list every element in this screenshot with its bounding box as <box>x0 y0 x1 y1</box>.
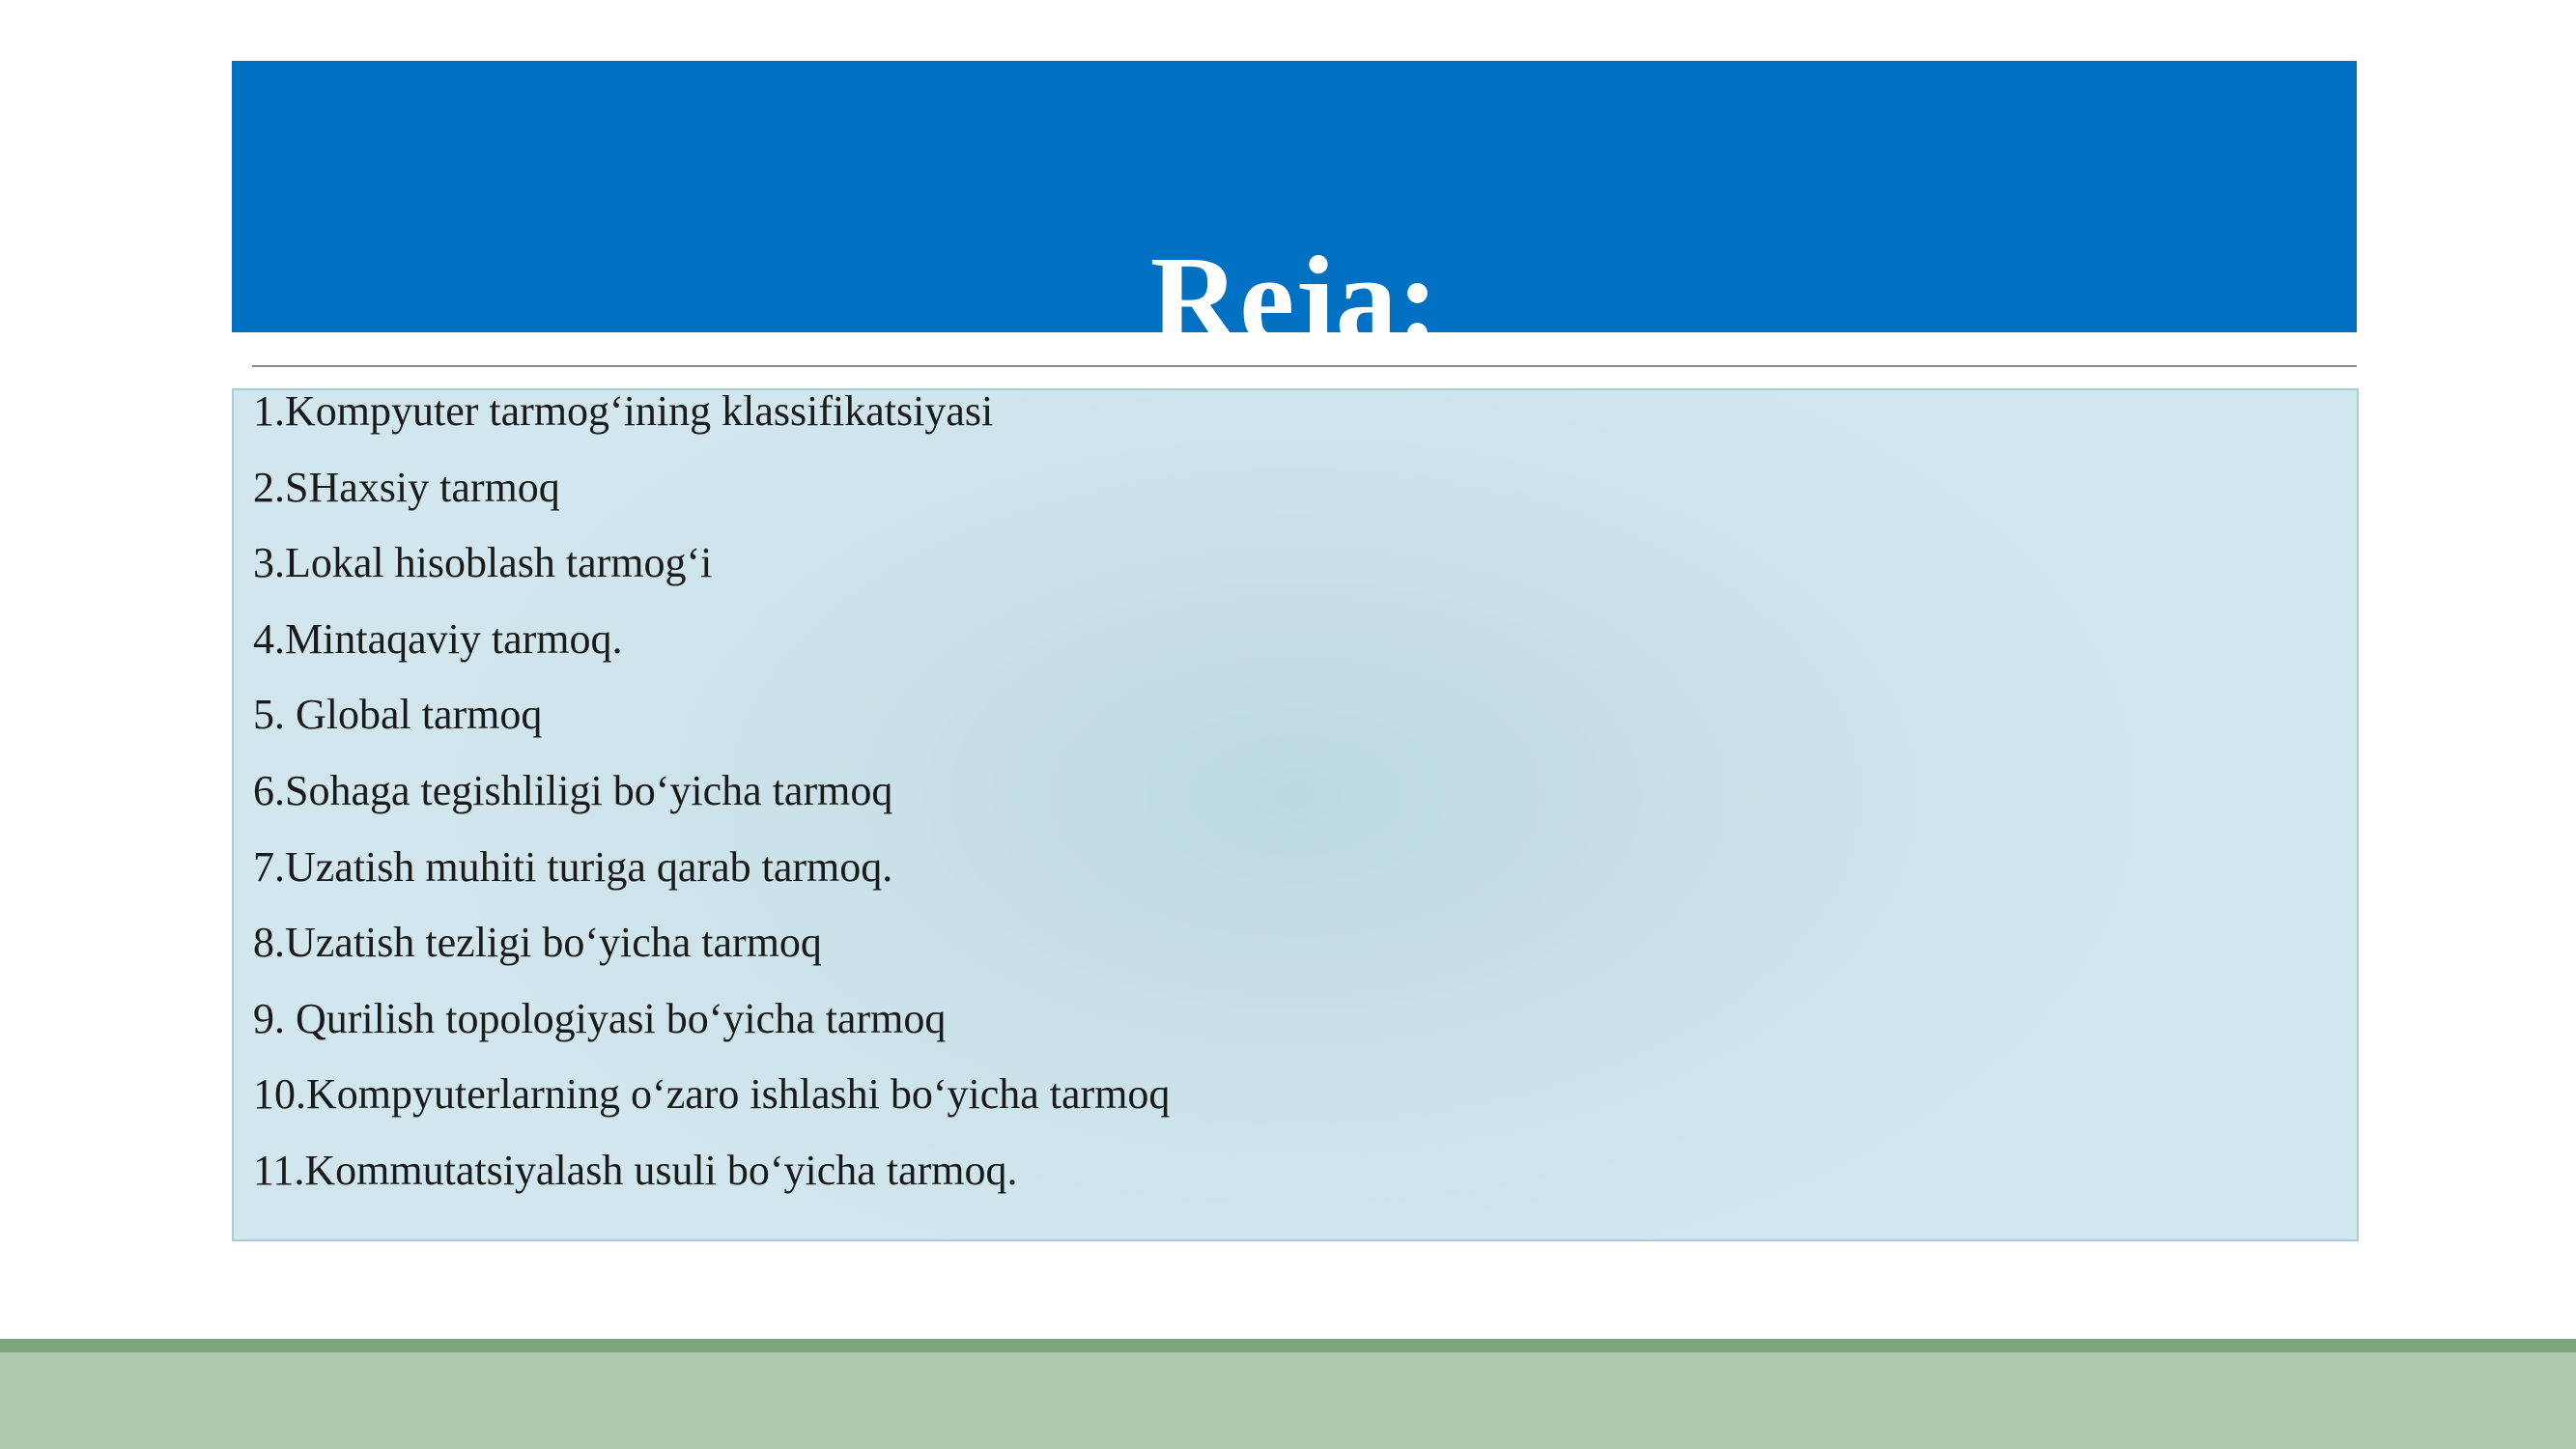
footer-accent-line <box>0 1339 2576 1352</box>
list-item-text: 6.Sohaga tegishliligi bo‘yicha tarmoq <box>253 766 893 814</box>
title-divider <box>252 365 2357 367</box>
list-item <box>253 463 1170 543</box>
list-item-text: 1.Kompyuter tarmog‘ining klassifikatsiyasi <box>253 387 994 435</box>
list-item <box>253 994 1170 1074</box>
content-box <box>232 388 2359 1241</box>
list-item-text: 10.Kompyuterlarning o‘zaro ishlashi bo‘yicha tarmoq <box>253 1070 1171 1119</box>
list-item-text: 4.Mintaqaviy tarmoq. <box>253 614 623 663</box>
list-item-text: 3.Lokal hisoblash tarmog‘i <box>253 539 713 587</box>
list-item <box>253 766 1170 846</box>
list-item <box>253 539 1170 618</box>
list-item <box>253 1070 1171 1150</box>
list-item-text: 2.SHaxsiy tarmoq <box>253 463 560 511</box>
list-item-text: 5. Global tarmoq <box>253 691 543 739</box>
list-item-text: 9. Qurilish topologiyasi bo‘yicha tarmoq <box>253 994 947 1042</box>
plan-list <box>253 387 1171 1226</box>
footer-band <box>0 1339 2576 1449</box>
slide-title: Reja: <box>1149 231 1439 368</box>
list-item <box>253 614 1170 695</box>
list-item <box>253 919 1170 998</box>
title-band <box>232 61 2357 368</box>
list-item <box>253 1146 1170 1226</box>
list-item <box>253 691 1170 770</box>
list-item-text: 11.Kommutatsiyalash usuli bo‘yicha tarmoq. <box>253 1146 1018 1194</box>
list-item <box>253 387 1170 467</box>
list-item <box>253 842 1170 923</box>
list-item-text: 7.Uzatish muhiti turiga qarab tarmoq. <box>253 842 893 891</box>
list-item-text: 8.Uzatish tezligi bo‘yicha tarmoq <box>253 919 822 967</box>
